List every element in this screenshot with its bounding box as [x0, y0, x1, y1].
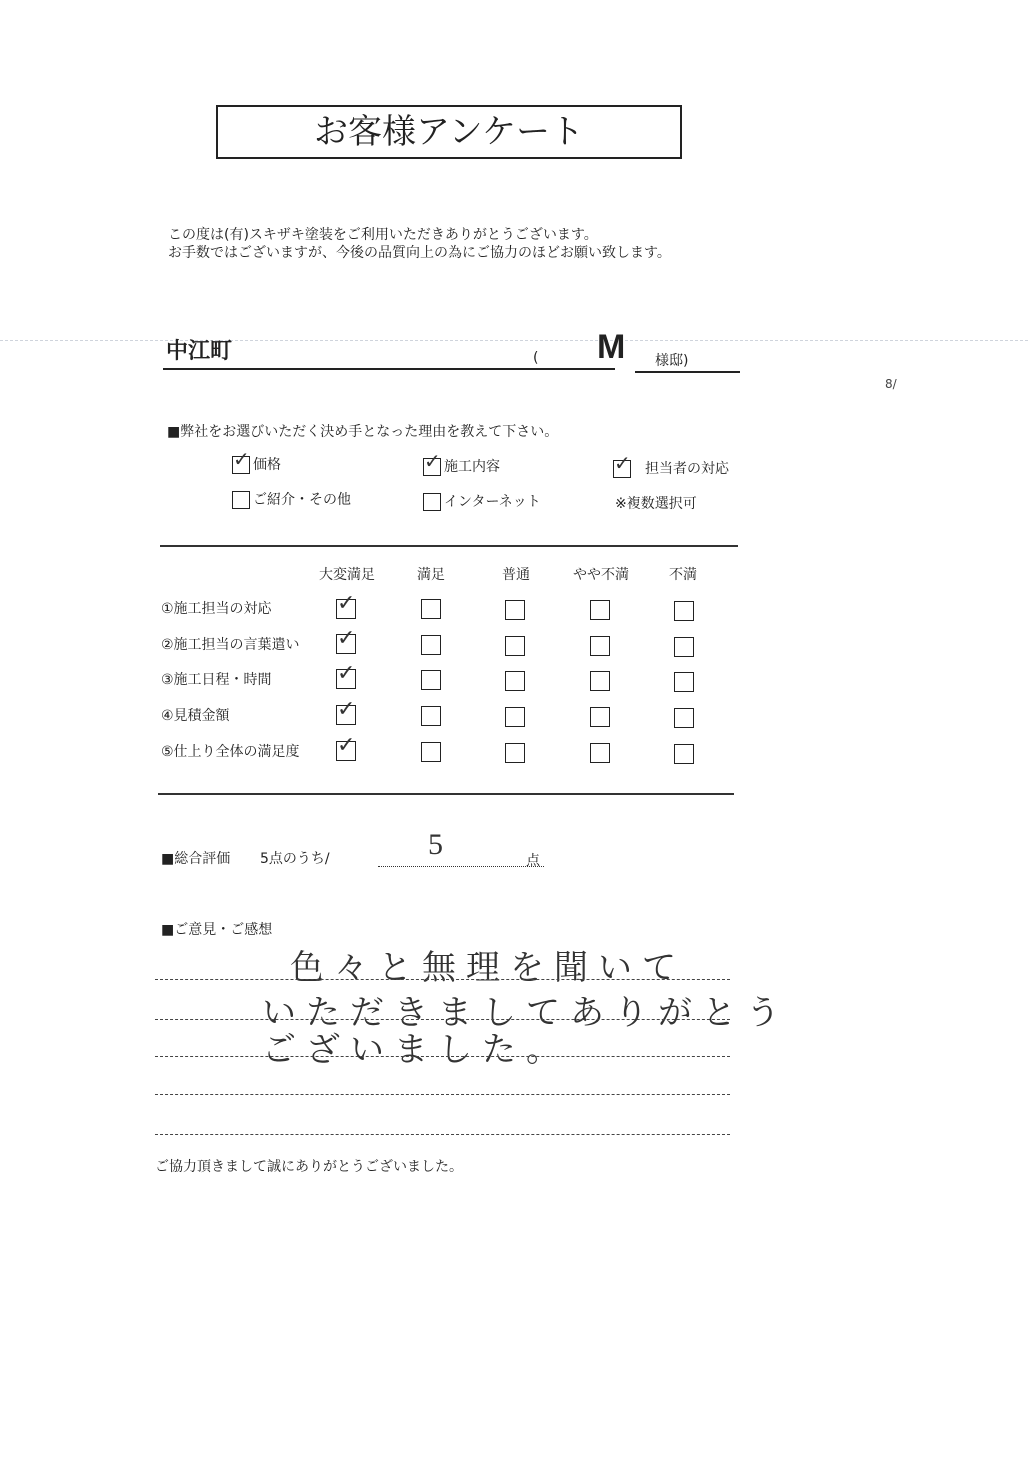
comment-line — [155, 979, 730, 980]
reason-label: 施工内容 — [444, 459, 500, 475]
rating-checkbox[interactable] — [336, 661, 356, 689]
checkbox[interactable] — [232, 447, 250, 474]
checkbox[interactable] — [423, 449, 441, 476]
handwritten-comment-line: いただきましてありがとう — [262, 993, 790, 1033]
handwritten-comment-line: 色々と無理を聞いて — [290, 948, 686, 988]
comment-line — [155, 1094, 730, 1095]
rating-checkbox[interactable] — [336, 591, 356, 619]
paren-open: ( — [533, 350, 539, 366]
check-mark-icon: ✓ — [337, 661, 356, 686]
customer-town: 中江町 — [166, 339, 233, 364]
rating-checkbox[interactable] — [336, 697, 356, 725]
rating-checkbox[interactable] — [674, 637, 694, 657]
check-mark-icon: ✓ — [424, 449, 441, 473]
rating-checkbox[interactable] — [421, 599, 441, 619]
rating-checkbox[interactable] — [336, 733, 356, 761]
reason-option[interactable] — [613, 451, 729, 478]
rating-checkbox[interactable] — [505, 671, 525, 691]
rating-checkbox[interactable] — [336, 626, 356, 654]
rating-checkbox[interactable] — [505, 707, 525, 727]
score-underline — [378, 866, 544, 867]
name-underline — [163, 368, 615, 370]
rating-checkbox[interactable] — [590, 636, 610, 656]
overall-label: ■総合評価 — [161, 851, 231, 867]
intro-text — [168, 226, 671, 262]
page-title: お客様アンケート — [216, 105, 682, 159]
rating-checkbox[interactable] — [421, 706, 441, 726]
reason-option[interactable] — [423, 491, 541, 511]
reason-label: 担当者の対応 — [645, 461, 729, 477]
reason-label: インターネット — [444, 494, 541, 510]
checkbox[interactable] — [613, 451, 631, 478]
rating-checkbox[interactable] — [505, 743, 525, 763]
comments-heading: ■ご意見・ご感想 — [161, 922, 273, 938]
rating-row-label: ②施工担当の言葉遣い — [161, 637, 300, 653]
comment-line — [155, 1056, 730, 1057]
reason-label: 価格 — [253, 457, 281, 473]
rating-checkbox[interactable] — [674, 744, 694, 764]
comment-line — [155, 1134, 730, 1135]
comment-line — [155, 1019, 730, 1020]
divider — [158, 793, 734, 795]
rating-row-label: ③施工日程・時間 — [161, 672, 272, 688]
column-header: 満足 — [417, 567, 445, 583]
rating-checkbox[interactable] — [590, 671, 610, 691]
rating-checkbox[interactable] — [590, 707, 610, 727]
checkbox[interactable] — [232, 491, 250, 509]
multi-select-note: ※複数選択可 — [615, 496, 697, 512]
reasons-heading: ■弊社をお選びいただく決め手となった理由を教えて下さい。 — [167, 424, 559, 440]
check-mark-icon: ✓ — [337, 733, 356, 758]
check-mark-icon: ✓ — [614, 451, 631, 475]
checkbox[interactable] — [423, 493, 441, 511]
handwritten-comment-line: ございました。 — [262, 1030, 570, 1070]
check-mark-icon: ✓ — [337, 697, 356, 722]
reason-option[interactable] — [232, 447, 281, 474]
customer-name-row — [163, 330, 740, 375]
overall-score-value[interactable]: 5 — [428, 828, 443, 861]
rating-checkbox[interactable] — [421, 670, 441, 690]
rating-row-label: ①施工担当の対応 — [161, 601, 272, 617]
rating-checkbox[interactable] — [590, 743, 610, 763]
column-header: 大変満足 — [319, 567, 375, 583]
overall-unit: 点 — [526, 853, 540, 869]
intro-line: お手数ではございますが、今後の品質向上の為にご協力のほどお願い致します。 — [168, 245, 671, 261]
overall-prefix: 5点のうち/ — [260, 851, 330, 867]
column-header: やや不満 — [573, 567, 629, 583]
honorific-underline — [635, 371, 740, 373]
rating-checkbox[interactable] — [590, 600, 610, 620]
rating-row-label: ⑤仕上り全体の満足度 — [161, 744, 300, 760]
rating-checkbox[interactable] — [505, 636, 525, 656]
intro-line: この度は(有)スキザキ塗装をご利用いただきありがとうございます。 — [168, 227, 598, 243]
reason-label: ご紹介・その他 — [253, 492, 351, 508]
customer-initial: M — [597, 328, 626, 366]
check-mark-icon: ✓ — [337, 626, 356, 651]
reason-option[interactable] — [232, 489, 351, 509]
closing-message: ご協力頂きまして誠にありがとうございました。 — [155, 1159, 463, 1175]
rating-checkbox[interactable] — [674, 601, 694, 621]
column-header: 普通 — [502, 567, 530, 583]
rating-checkbox[interactable] — [674, 672, 694, 692]
rating-checkbox[interactable] — [421, 635, 441, 655]
page-mark: 8/ — [885, 377, 897, 391]
rating-checkbox[interactable] — [674, 708, 694, 728]
check-mark-icon: ✓ — [337, 591, 356, 616]
rating-checkbox[interactable] — [505, 600, 525, 620]
divider — [160, 545, 738, 547]
check-mark-icon: ✓ — [233, 447, 250, 471]
rating-row-label: ④見積金額 — [161, 708, 230, 724]
rating-checkbox[interactable] — [421, 742, 441, 762]
column-header: 不満 — [669, 567, 697, 583]
reason-option[interactable] — [423, 449, 500, 476]
customer-honorific: 様邸) — [655, 353, 689, 369]
